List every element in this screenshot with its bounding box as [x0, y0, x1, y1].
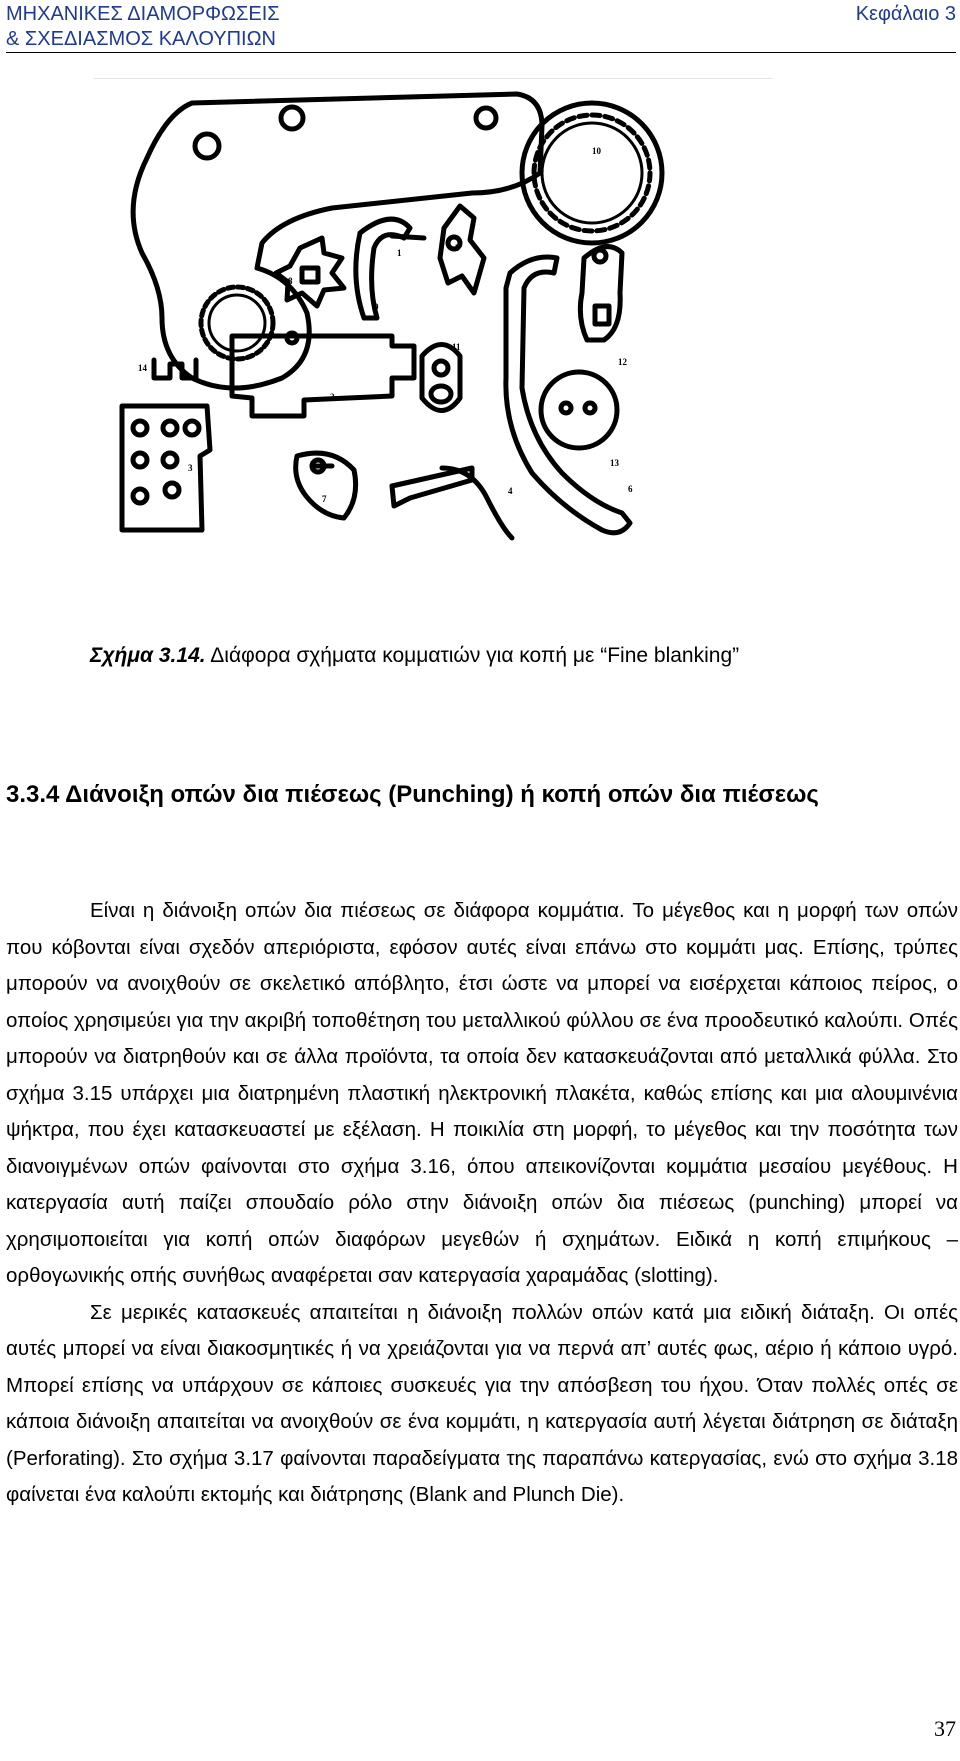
part-label-13: 13	[610, 458, 619, 468]
part-9-hook	[356, 219, 424, 318]
section-heading: 3.3.4 Διάνοιξη οπών δια πιέσεως (Punching) ή κοπή οπών δια πιέσεως	[6, 781, 819, 808]
part-label-2: 2	[330, 392, 335, 402]
part-7-sector	[296, 453, 356, 518]
figure-caption-text: Διάφορα σχήματα κομματιών για κοπή με “Fine blanking”	[205, 644, 740, 667]
header-rule	[6, 52, 956, 53]
part-13-disc	[541, 372, 617, 448]
part-2-flat-plate	[232, 333, 414, 416]
paragraph-2: Σε μερικές κατασκευές απαιτείται η διάνοιξη πολλών οπών κατά μια ειδική διάταξη. Οι οπές αυτές μπορεί να είναι διακοσμητικές ή να χρειάζονται για να περνά απ’ αυτές φως, αέριο ή κάποιο υγρό. Μπορεί επίσης να υπάρχουν σε κάποιες συσκευές για την απόσβεση του ήχου. Όταν πολλές οπές σε κάποια διάνοιξη απαιτείται να ανοιχθούν σε ένα κομμάτι, η κατεργασία αυτή λέγεται διάτρηση σε διάταξη (Perforating). Στο σχήμα 3.17 φαίνονται παραδείγματα της παραπάνω κατεργασίας, ενώ στο σχήμα 3.18 φαίνεται ένα καλούπι εκτομής και διάτρησης (Blank and Plunch Die).	[6, 1300, 958, 1506]
part-label-5: 5	[455, 243, 460, 253]
part-5-bracket	[440, 206, 484, 293]
part-8-small-gear	[276, 238, 344, 306]
figure-caption-number: Σχήμα 3.14.	[90, 644, 206, 667]
part-label-6: 6	[628, 484, 633, 494]
part-label-14: 14	[138, 363, 147, 373]
header-chapter: Κεφάλαιο 3	[855, 3, 956, 25]
part-label-11: 11	[452, 342, 461, 352]
part-label-8: 8	[288, 276, 293, 286]
part-1-lever-plate	[133, 94, 542, 388]
part-label-9: 9	[374, 302, 379, 312]
fine-blanking-parts-figure	[92, 78, 862, 638]
running-header-title	[6, 2, 280, 52]
header-title-line-1: ΜΗΧΑΝΙΚΕΣ ΔΙΑΜΟΡΦΩΣΕΙΣ	[6, 3, 280, 25]
figure-caption	[90, 644, 739, 668]
header-title-line-2: & ΣΧΕΔΙΑΣΜΟΣ ΚΑΛΟΥΠΙΩΝ	[6, 28, 276, 50]
section-body	[6, 893, 958, 1514]
part-label-12: 12	[618, 357, 627, 367]
part-label-10: 10	[592, 146, 601, 156]
part-3-perforated-plate	[122, 406, 210, 530]
part-label-3: 3	[188, 463, 193, 473]
part-10-ring-gear	[522, 103, 662, 243]
part-4-long-lever	[392, 468, 512, 538]
part-label-7: 7	[322, 494, 327, 504]
part-label-4: 4	[508, 486, 513, 496]
paragraph-1: Είναι η διάνοιξη οπών δια πιέσεως σε διάφορα κομμάτια. Το μέγεθος και η μορφή των οπών που κόβονται είναι σχεδόν απεριόριστα, εφόσον αυτές είναι επάνω στο κομμάτι μας. Επίσης, τρύπες μπορούν να ανοιχθούν σε σκελετικό απόβλητο, έτσι ώστε να μπορεί να εισέρχεται κάποιος πείρος, ο οποίος χρησιμεύει για την ακριβή τοποθέτηση του μεταλλικού φύλλου σε ένα προοδευτικό καλούπι. Οπές μπορούν να διατρηθούν και σε άλλα προϊόντα, τα οποία δεν κατασκευάζονται από μεταλλικά φύλλα. Στο σχήμα 3.15 υπάρχει μια διατρημένη πλαστική ηλεκτρονική πλακέτα, καθώς επίσης και μια αλουμινένια ψήκτρα, που έχει κατασκευαστεί με εξέλαση. Η ποικιλία στη μορφή, το μέγεθος και την ποσότητα των διανοιγμένων οπών φαίνονται στο σχήμα 3.16, όπου απεικονίζονται κομμάτια μεσαίου μεγέθους. Η κατεργασία αυτή παίζει σπουδαίο ρόλο στην διάνοιξη οπών δια πιέσεως (punching) μπορεί να χρησιμοποιείται για κοπή οπών διαφόρων μεγεθών ή σχημάτων. Ειδικά η κοπή επιμήκους – ορθογωνικής οπής συνήθως αναφέρεται σαν κατεργασία χαραμάδας (slotting).	[6, 899, 958, 1287]
part-11-oval-link	[422, 345, 460, 411]
part-12-clip	[580, 247, 622, 340]
page-number: 37	[934, 1716, 956, 1741]
part-label-1: 1	[397, 248, 402, 258]
